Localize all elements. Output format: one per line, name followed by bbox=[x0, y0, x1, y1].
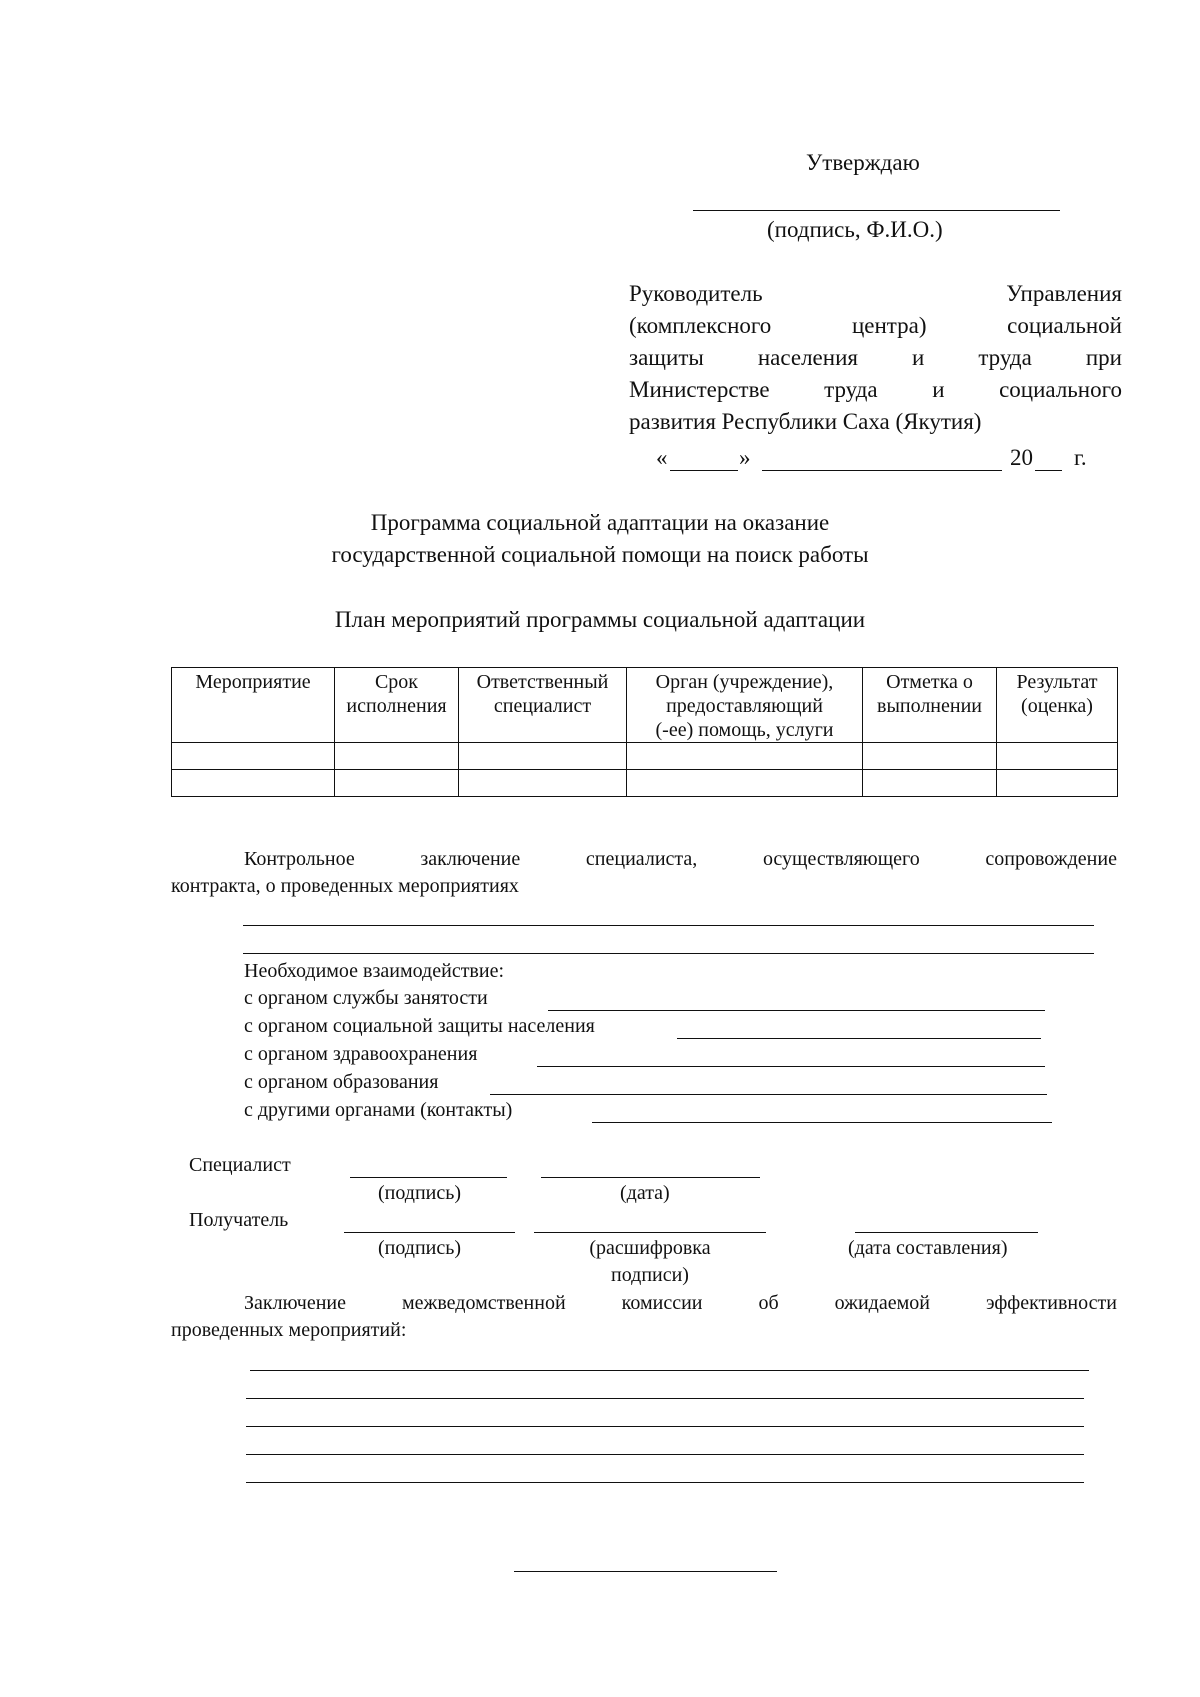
table-cell[interactable] bbox=[627, 743, 863, 770]
interaction-item: с другими органами (контакты) bbox=[244, 1099, 513, 1121]
recipient-signature-caption: (подпись) bbox=[378, 1237, 462, 1259]
date-day-line bbox=[670, 470, 738, 471]
position-word: центра) bbox=[851, 313, 927, 338]
position-word: социальной bbox=[1007, 313, 1122, 338]
recipient-decode-caption-1: (расшифровка bbox=[589, 1237, 711, 1259]
position-word: населения bbox=[757, 345, 858, 370]
plan-table bbox=[171, 667, 1118, 797]
table-header-row bbox=[172, 668, 1118, 743]
column-header: Ответственный специалист bbox=[459, 668, 627, 743]
conclusion-fill-line-1[interactable] bbox=[243, 925, 1094, 926]
approval-signature-line bbox=[693, 210, 1060, 211]
table-cell[interactable] bbox=[335, 770, 459, 797]
final-signature-line[interactable] bbox=[514, 1571, 777, 1572]
date-close-quote: » bbox=[739, 445, 751, 470]
date-open-quote: « bbox=[656, 445, 668, 470]
commission-fill-line[interactable] bbox=[250, 1370, 1089, 1371]
approval-signature-caption: (подпись, Ф.И.О.) bbox=[767, 217, 943, 242]
table-cell[interactable] bbox=[997, 770, 1118, 797]
position-line-3 bbox=[629, 342, 1122, 374]
commission-fill-line[interactable] bbox=[246, 1426, 1084, 1427]
table-cell[interactable] bbox=[172, 770, 335, 797]
position-word: социального bbox=[999, 377, 1122, 402]
table-row bbox=[172, 770, 1118, 797]
conclusion-fill-line-2[interactable] bbox=[243, 953, 1094, 954]
plan-title: План мероприятий программы социальной адаптации bbox=[334, 607, 866, 632]
interaction-fill-line[interactable] bbox=[490, 1094, 1047, 1095]
table-cell[interactable] bbox=[459, 743, 627, 770]
position-line-1 bbox=[629, 278, 1122, 310]
commission-line-1: Заключение межведомственной комиссии об ожидаемой эффективности bbox=[244, 1292, 1117, 1314]
recipient-decode-line[interactable] bbox=[534, 1232, 766, 1233]
date-year-prefix: 20 bbox=[1010, 445, 1033, 470]
position-word: труда bbox=[978, 345, 1032, 370]
date-month-line bbox=[762, 470, 1002, 471]
specialist-signature-caption: (подпись) bbox=[378, 1182, 462, 1204]
position-word: при bbox=[1085, 345, 1122, 370]
specialist-label: Специалист bbox=[189, 1154, 291, 1176]
position-word: труда bbox=[824, 377, 878, 402]
commission-fill-line[interactable] bbox=[246, 1454, 1084, 1455]
table-cell[interactable] bbox=[863, 770, 997, 797]
table-cell[interactable] bbox=[172, 743, 335, 770]
position-word: Министерстве bbox=[629, 377, 770, 402]
table-cell[interactable] bbox=[459, 770, 627, 797]
program-title-line-1: Программа социальной адаптации на оказание bbox=[370, 510, 830, 535]
column-header: Отметка о выполнении bbox=[863, 668, 997, 743]
commission-line-2: проведенных мероприятий: bbox=[171, 1319, 407, 1341]
position-word: Управления bbox=[1006, 281, 1122, 306]
interaction-fill-line[interactable] bbox=[592, 1122, 1052, 1123]
date-year-line bbox=[1035, 470, 1062, 471]
recipient-compile-date-line[interactable] bbox=[855, 1232, 1038, 1233]
position-word: (комплексного bbox=[629, 313, 772, 338]
conclusion-line-1: Контрольное заключение специалиста, осуществляющего сопровождение bbox=[244, 848, 1117, 870]
recipient-decode-caption-2: подписи) bbox=[611, 1264, 689, 1286]
date-year-suffix: г. bbox=[1074, 445, 1087, 470]
column-header: Результат (оценка) bbox=[997, 668, 1118, 743]
interaction-item: с органом социальной защиты населения bbox=[244, 1015, 595, 1037]
interaction-title: Необходимое взаимодействие: bbox=[244, 960, 505, 982]
compile-date-caption: (дата составления) bbox=[848, 1237, 1008, 1259]
recipient-label: Получатель bbox=[189, 1209, 289, 1231]
position-line-5: развития Республики Саха (Якутия) bbox=[629, 409, 982, 434]
interaction-item: с органом службы занятости bbox=[244, 987, 488, 1009]
position-word: и bbox=[912, 345, 925, 370]
position-line-2 bbox=[629, 310, 1122, 342]
commission-fill-line[interactable] bbox=[246, 1398, 1084, 1399]
table-row bbox=[172, 743, 1118, 770]
position-line-4 bbox=[629, 374, 1122, 406]
table-cell[interactable] bbox=[997, 743, 1118, 770]
table-cell[interactable] bbox=[335, 743, 459, 770]
approval-title: Утверждаю bbox=[806, 150, 920, 175]
position-word: защиты bbox=[629, 345, 704, 370]
column-header: Мероприятие bbox=[172, 668, 335, 743]
table-cell[interactable] bbox=[863, 743, 997, 770]
interaction-fill-line[interactable] bbox=[537, 1066, 1045, 1067]
program-title-line-2: государственной социальной помощи на поиск работы bbox=[331, 542, 869, 567]
position-word: и bbox=[932, 377, 945, 402]
interaction-fill-line[interactable] bbox=[548, 1010, 1045, 1011]
table-cell[interactable] bbox=[627, 770, 863, 797]
specialist-date-line[interactable] bbox=[541, 1177, 760, 1178]
conclusion-line-2: контракта, о проведенных мероприятиях bbox=[171, 875, 519, 897]
specialist-date-caption: (дата) bbox=[620, 1182, 670, 1204]
position-block bbox=[629, 278, 1122, 438]
recipient-signature-line[interactable] bbox=[344, 1232, 515, 1233]
position-word: Руководитель bbox=[629, 281, 763, 306]
specialist-signature-line[interactable] bbox=[350, 1177, 507, 1178]
column-header: Срок исполнения bbox=[335, 668, 459, 743]
commission-fill-line[interactable] bbox=[246, 1482, 1084, 1483]
column-header: Орган (учреждение), предоставляющий (-ее) помощь, услуги bbox=[627, 668, 863, 743]
interaction-fill-line[interactable] bbox=[677, 1038, 1041, 1039]
interaction-item: с органом здравоохранения bbox=[244, 1043, 478, 1065]
interaction-item: с органом образования bbox=[244, 1071, 439, 1093]
